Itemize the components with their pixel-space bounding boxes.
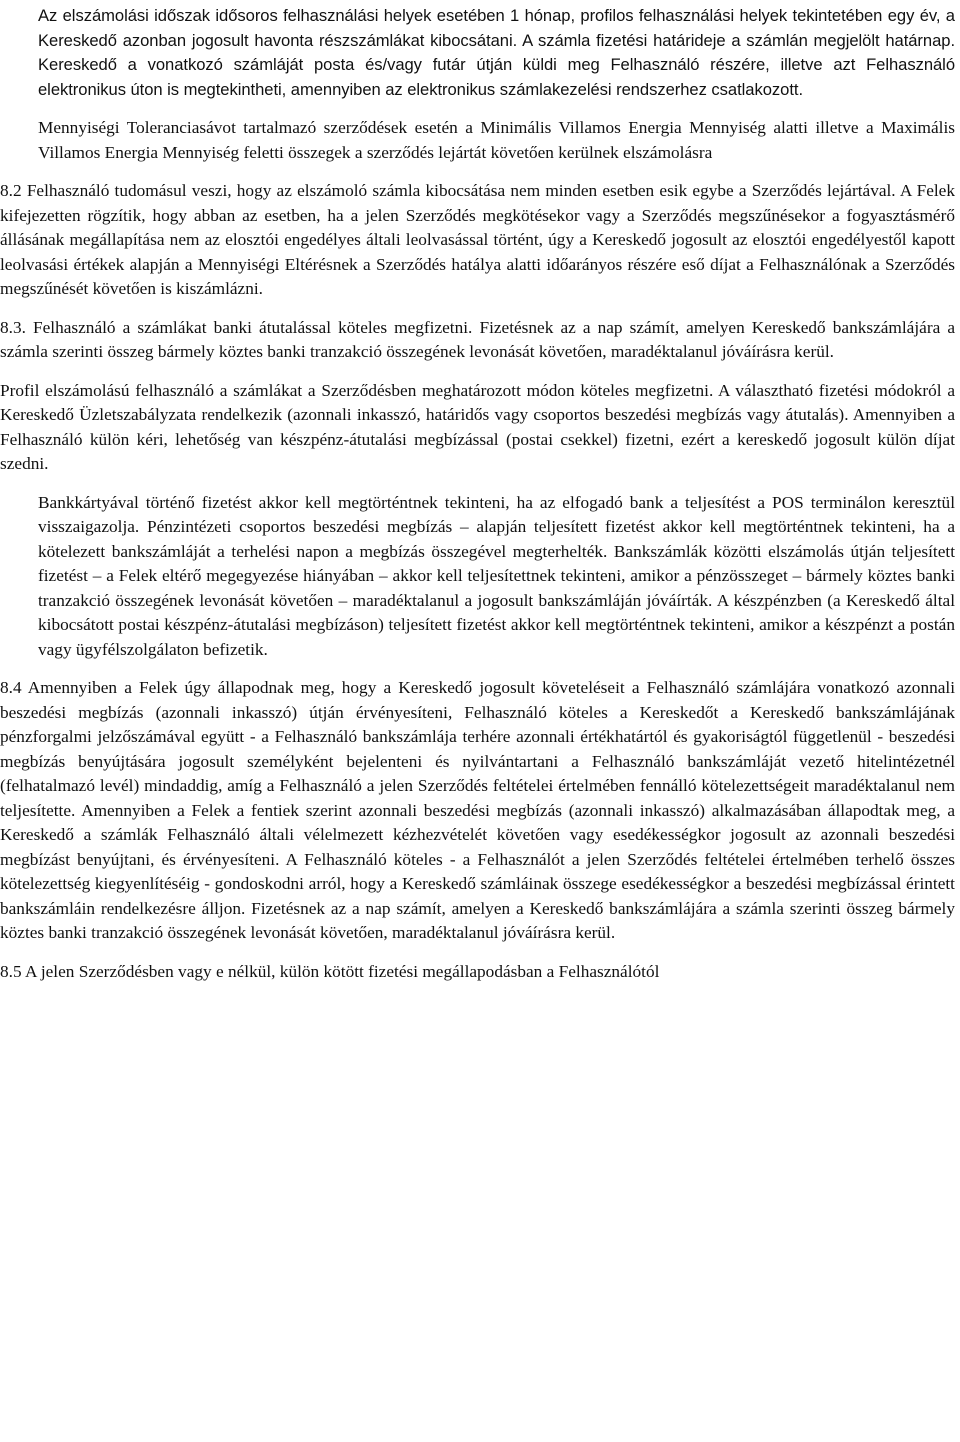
paragraph-bank-card-payment: Bankkártyával történő fizetést akkor kell megtörténtnek tekinteni, ha az elfogadó bank a teljesítést a POS terminálon keresztül visszaigazolja. Pénzintézeti csoportos beszedési megbízás – alapján teljesített fizetést akkor kell megtörténtnek tekinteni, ha a kötelezett bankszámláját a terhelési napon a megbízás összegével megterhelték. Bankszámlák közötti elszámolás útján teljesített fizetést – a Felek eltérő megegyezése hiányában – akkor kell teljesítettnek tekinteni, amikor a pénzösszeget – bármely köztes banki tranzakció összegének levonását követően – maradéktalanul a jogosult bankszámláján jóváírták. A készpénzben (a Kereskedő által kibocsátott postai készpénz-átutalási megbízáson) teljesített fizetést akkor kell megtörténtnek tekinteni, amikor a készpénzt a postán vagy ügyfélszolgálaton befizetik. xyxy=(38,492,955,659)
paragraph-billing-period: Az elszámolási időszak idősoros felhasználási helyek esetében 1 hónap, profilos felhasználási helyek tekintetében egy év, a Kereskedő azonban jogosult havonta részszámlákat kibocsátani. A számla fizetési határideje a számlán megjelölt határnap. Kereskedő a vonatkozó számláját posta és/vagy futár útján küldi meg Felhasználó részére, illetve azt Felhasználó elektronikus úton is megtekintheti, amennyiben az elektronikus számlakezelési rendszerhez csatlakozott. xyxy=(38,6,955,99)
paragraph-gap xyxy=(38,477,955,491)
paragraph-gap xyxy=(38,102,955,116)
document-page xyxy=(0,4,955,984)
section-8-4-paragraph xyxy=(0,676,955,946)
section-8-4 xyxy=(0,676,955,946)
section-8-2-number: 8.2 xyxy=(0,181,22,200)
paragraph-tolerance-band: Mennyiségi Toleranciasávot tartalmazó szerződések esetén a Minimális Villamos Energia Mennyiség alatti illetve a Maximális Villamos Energia Mennyiség feletti összegek a szerződés lejártát követően kerülnek elszámolásra xyxy=(38,118,955,162)
section-8-5-text: A jelen Szerződésben vagy e nélkül, külön kötött fizetési megállapodásban a Felhasználótól xyxy=(24,961,660,981)
section-8-2-text: Felhasználó tudomásul veszi, hogy az elszámoló számla kibocsátása nem minden esetben esik egybe a Szerződés lejártával. A Felek kifejezetten rögzítik, hogy abban az esetben, ha a jelen Szerződés megkötésekor vagy a Szerződés megszűnésekor a fogyasztásmérő állásának megállapítása nem az elosztói engedélyes általi leolvasással történt, úgy a Kereskedő jogosult az elosztói engedélyestől kapott leolvasási értékek alapján a Mennyiségi Eltérésnek a Szerződés hatálya alatti időarányos részére eső díjat a Felhasználónak a Szerződés megszűnését követően is kiszámlázni. xyxy=(0,181,955,298)
section-8-2 xyxy=(0,179,955,302)
section-8-3-number: 8.3. xyxy=(0,317,26,337)
paragraph-gap xyxy=(38,365,955,379)
section-8-5-paragraph xyxy=(0,960,659,985)
section-8-3-paragraph xyxy=(0,316,955,365)
section-8-3 xyxy=(0,316,955,365)
section-8-4-text: Amennyiben a Felek úgy állapodnak meg, hogy a Kereskedő jogosult követeléseit a Felhasználó számlájára vonatkozó azonnali beszedési megbízás (azonnali inkasszó) útján érvényesíteni, Felhasználó köteles a Kereskedőt a Kereskedő bankszámlájának pénzforgalmi jelzőszámával együtt - a Felhasználó bankszámlája terhére azonnali értékhatártól és gyakoriságtól függetlenül - beszedési megbízás benyújtására jogosult személyként bejelenteni és nyilvántartani a Felhasználó bankszámláját vezető hitelintézetnél (felhatalmazó levél) mindaddig, amíg a Felhasználó a jelen Szerződés feltételei értelmében fennálló kötelezettségeit maradéktalanul nem teljesítette. Amennyiben a Felek a fentiek szerint azonnali beszedési megbízás (azonnali inkasszó) alkalmazásában állapodtak meg, a Kereskedő a számlák Felhasználó általi vélelmezett kézhezvételét követően vagy esedékességkor jogosult az azonnali beszedési megbízást benyújtani, és érvényesíteni. A Felhasználó köteles - a Felhasználót a jelen Szerződés feltételei értelmében terhelő összes kötelezettség kiegyenlítéséig - gondoskodni arról, hogy a Kereskedő számláinak összege esedékességkor a beszedési megbízással érintett bankszámláin rendelkezésre álljon. Fizetésnek az a nap számít, amelyen a Kereskedő bankszámlájára a számla szerinti összeg bármely köztes banki tranzakció összegének levonását követően, maradéktalanul jóváírásra kerül. xyxy=(0,678,955,942)
section-8-4-number: 8.4 xyxy=(0,678,22,697)
section-8-2-paragraph xyxy=(0,179,955,302)
paragraph-profile-billing-wrap xyxy=(0,379,955,477)
paragraph-profile-billing: Profil elszámolású felhasználó a számlákat a Szerződésben meghatározott módon köteles megfizetni. A választható fizetési módokról a Kereskedő Üzletszabályzata rendelkezik (azonnali inkasszó, határidős vagy csoportos beszedési megbízás vagy átutalás). Amennyiben a Felhasználó külön kéri, lehetőség van készpénz-átutalási megbízással (postai csekkel) fizetni, ezért a kereskedő jogosult külön díjat szedni. xyxy=(0,380,955,473)
paragraph-gap xyxy=(38,165,955,179)
paragraph-gap xyxy=(38,662,955,676)
section-8-3-text: Felhasználó a számlákat banki átutalással köteles megfizetni. Fizetésnek az a nap számít, amelyen Kereskedő bankszámlájára a számla szerinti összeg bármely köztes banki tranzakció összegének levonását követően, maradéktalanul jóváírásra kerül. xyxy=(0,317,955,361)
paragraph-gap xyxy=(38,302,955,316)
section-8-5-number: 8.5 xyxy=(0,961,22,981)
section-8-5 xyxy=(0,960,955,985)
paragraph-gap xyxy=(38,946,955,960)
